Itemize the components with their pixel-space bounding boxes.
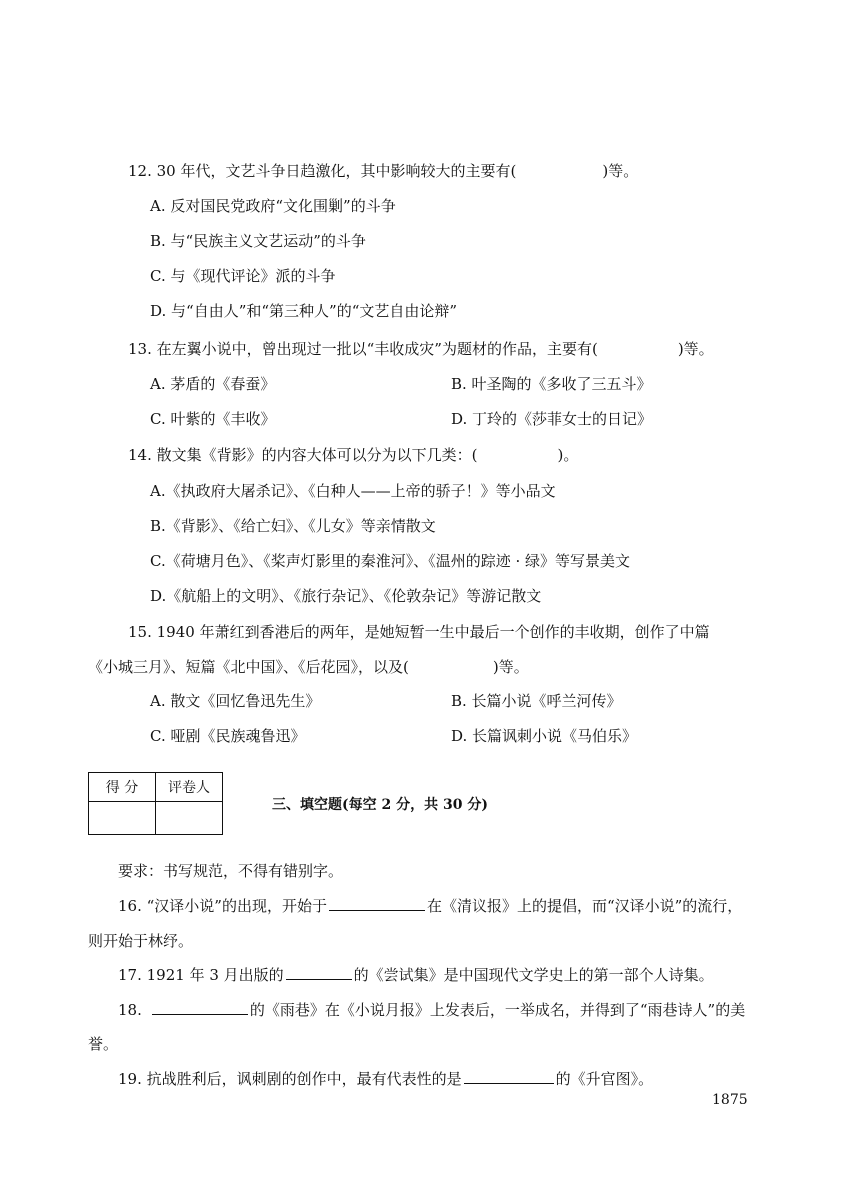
q19-line [118,1068,653,1089]
q16-text-end: 在《清议报》上的提倡，而“汉译小说”的流行， [426,897,743,915]
grader-cell[interactable] [156,802,223,835]
section-3-title: 三、填空题(每空 2 分，共 30 分) [272,797,488,813]
q15-stem-line2 [88,656,529,677]
q17-text-start: 17. 1921 年 3 月出版的 [118,966,284,984]
q13-stem [128,338,714,359]
q17-line [118,964,714,985]
q15-option-a: A. 散文《回忆鲁迅先生》 [150,692,321,710]
q12-option-c: C. 与《现代评论》派的斗争 [150,267,336,285]
q13-option-a: A. 茅盾的《春蚕》 [150,375,276,393]
q12-option-b: B. 与“民族主义文艺运动”的斗争 [150,232,366,250]
q18-text-end: 的《雨巷》在《小说月报》上发表后，一举成名，并得到了“雨巷诗人”的美 [249,1001,746,1019]
q15-stem-line2-start: 《小城三月》、短篇《北中国》、《后花园》，以及( [88,658,409,676]
q12-stem-end: )等。 [602,162,639,180]
q19-text-start: 19. 抗战胜利后，讽刺剧的创作中，最有代表性的是 [118,1070,462,1088]
q17-text-end: 的《尝试集》是中国现代文学史上的第一部个人诗集。 [353,966,714,984]
q12-option-d: D. 与“自由人”和“第三种人”的“文艺自由论辩” [150,302,458,320]
q13-option-c: C. 叶紫的《丰收》 [150,410,276,428]
q18-text-start: 18. [118,1001,142,1019]
q14-option-b: B.《背影》、《给亡妇》、《儿女》等亲情散文 [150,517,436,535]
grader-header: 评卷人 [156,773,223,802]
q16-line1 [118,895,742,916]
q13-option-b: B. 叶圣陶的《多收了三五斗》 [451,375,652,393]
q15-stem-line2-end: )等。 [492,658,529,676]
q16-text-start: 16. “汉译小说”的出现，开始于 [118,897,327,915]
q14-stem-end: )。 [557,446,579,464]
q12-stem [128,160,638,181]
q12-option-a: A. 反对国民党政府“文化围剿”的斗争 [150,197,396,215]
q13-option-d: D. 丁玲的《莎菲女士的日记》 [451,410,653,428]
q15-option-b: B. 长篇小说《呼兰河传》 [451,692,622,710]
q15-option-c: C. 哑剧《民族魂鲁迅》 [150,727,306,745]
q18-line2: 誉。 [88,1035,119,1053]
q19-blank[interactable] [464,1082,554,1084]
q16-blank[interactable] [329,909,425,911]
section-3-requirement: 要求：书写规范，不得有错别字。 [118,862,344,880]
q14-stem-start: 14. 散文集《背影》的内容大体可以分为以下几类：( [128,446,478,464]
score-table [88,772,223,835]
page-number: 1875 [712,1092,748,1108]
q17-blank[interactable] [286,978,352,980]
q14-option-c: C.《荷塘月色》、《桨声灯影里的秦淮河》、《温州的踪迹 · 绿》等写景美文 [150,552,631,570]
q13-stem-end: )等。 [677,340,714,358]
q16-line2: 则开始于林纾。 [88,932,194,950]
q14-option-a: A.《执政府大屠杀记》、《白种人——上帝的骄子！》等小品文 [150,482,556,500]
q14-stem [128,444,578,465]
q19-text-end: 的《升官图》。 [555,1070,654,1088]
q15-stem-line1: 15. 1940 年萧红到香港后的两年，是她短暂一生中最后一个创作的丰收期，创作了中篇 [128,623,710,641]
q12-stem-start: 12. 30 年代，文艺斗争日趋激化，其中影响较大的主要有( [128,162,517,180]
q18-blank[interactable] [152,1013,248,1015]
q14-option-d: D.《航船上的文明》、《旅行杂记》、《伦敦杂记》等游记散文 [150,587,542,605]
score-header: 得 分 [89,773,156,802]
q15-option-d: D. 长篇讽刺小说《马伯乐》 [451,727,638,745]
q18-line1 [118,999,745,1020]
score-cell[interactable] [89,802,156,835]
q13-stem-start: 13. 在左翼小说中，曾出现过一批以“丰收成灾”为题材的作品，主要有( [128,340,598,358]
